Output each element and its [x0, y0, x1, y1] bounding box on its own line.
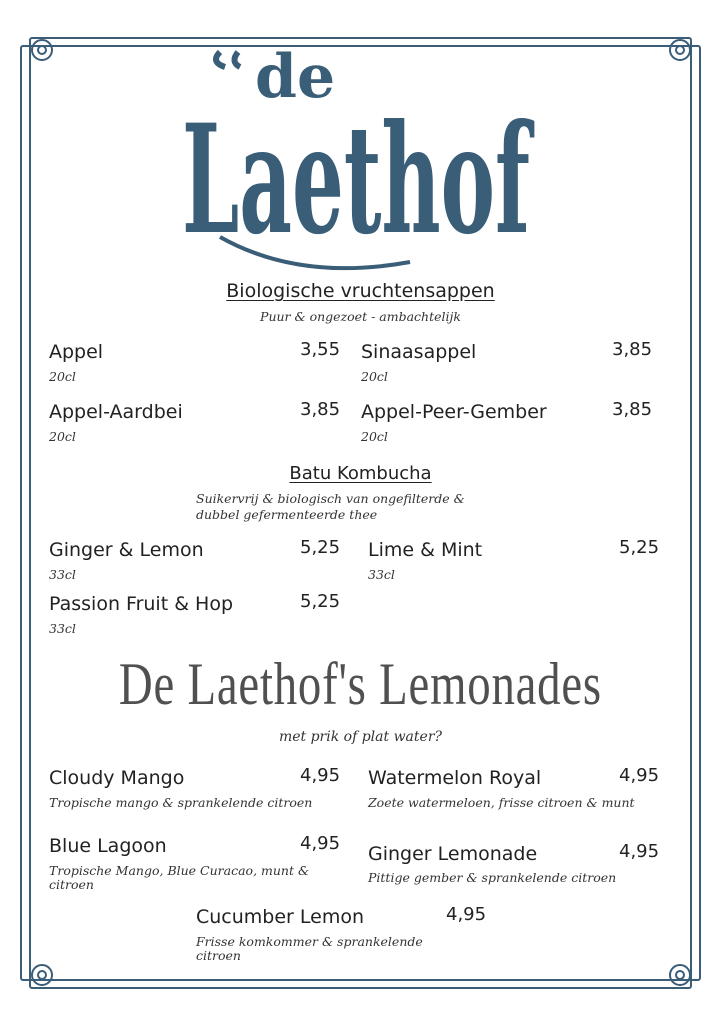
item-passion-fruit-hop-price: 5,25 — [300, 591, 341, 612]
lemonades-title: De Laethof's Lemonades — [118, 651, 602, 717]
item-appel-name: Appel — [49, 341, 104, 363]
item-lime-mint-price: 5,25 — [619, 537, 660, 558]
item-passion-fruit-hop-size: 33cl — [49, 621, 76, 636]
item-cucumber-lemon-price: 4,95 — [446, 904, 487, 925]
item-watermelon-royal-name: Watermelon Royal — [368, 767, 542, 789]
item-appel-aardbei-price: 3,85 — [300, 399, 341, 420]
item-appel-aardbei-size: 20cl — [49, 429, 76, 444]
svg-text:Laethof: Laethof — [182, 92, 535, 268]
item-lime-mint-name: Lime & Mint — [368, 539, 483, 561]
item-cucumber-lemon-desc: Frisse komkommer & sprankelende citroen — [196, 934, 423, 963]
item-lime-mint-size: 33cl — [368, 567, 395, 582]
item-appel-price: 3,55 — [300, 339, 341, 360]
juices-subtitle: Puur & ongezoet - ambachtelijk — [260, 309, 461, 324]
kombucha-subtitle-line2: dubbel gefermenteerde thee — [196, 507, 378, 522]
item-watermelon-royal-desc: Zoete watermeloen, frisse citroen & munt — [368, 795, 635, 810]
lemonades-subtitle: met prik of plat water? — [278, 729, 443, 745]
item-ginger-lemon-size: 33cl — [49, 567, 76, 582]
item-ginger-lemonade-price: 4,95 — [619, 841, 660, 862]
kombucha-subtitle-line1: Suikervrij & biologisch van ongefilterde & — [196, 491, 465, 506]
item-blue-lagoon-price: 4,95 — [300, 833, 341, 854]
item-passion-fruit-hop-name: Passion Fruit & Hop — [49, 593, 234, 615]
item-ginger-lemon-price: 5,25 — [300, 537, 341, 558]
item-ginger-lemon-name: Ginger & Lemon — [49, 539, 204, 561]
item-cloudy-mango-name: Cloudy Mango — [49, 767, 185, 789]
item-sinaasappel-size: 20cl — [361, 369, 388, 384]
kombucha-title: Batu Kombucha — [289, 463, 432, 484]
item-ginger-lemonade-desc: Pittige gember & sprankelende citroen — [368, 870, 617, 885]
item-appel-peer-gember-price: 3,85 — [612, 399, 653, 420]
item-appel-aardbei-name: Appel-Aardbei — [49, 401, 183, 423]
item-blue-lagoon-name: Blue Lagoon — [49, 835, 167, 857]
item-blue-lagoon-desc: Tropische Mango, Blue Curacao, munt & citroen — [49, 863, 310, 892]
item-cucumber-lemon-name: Cucumber Lemon — [196, 906, 365, 928]
svg-text:de: de — [255, 42, 336, 112]
item-ginger-lemonade-name: Ginger Lemonade — [368, 843, 538, 865]
juices-title: Biologische vruchtensappen — [226, 280, 495, 302]
item-cloudy-mango-desc: Tropische mango & sprankelende citroen — [49, 795, 313, 810]
item-sinaasappel-name: Sinaasappel — [361, 341, 477, 363]
logo-mark — [180, 42, 540, 282]
item-cloudy-mango-price: 4,95 — [300, 765, 341, 786]
item-sinaasappel-price: 3,85 — [612, 339, 653, 360]
item-watermelon-royal-price: 4,95 — [619, 765, 660, 786]
brand-logo — [180, 42, 540, 282]
item-appel-peer-gember-size: 20cl — [361, 429, 388, 444]
item-appel-size: 20cl — [49, 369, 76, 384]
item-appel-peer-gember-name: Appel-Peer-Gember — [361, 401, 547, 423]
